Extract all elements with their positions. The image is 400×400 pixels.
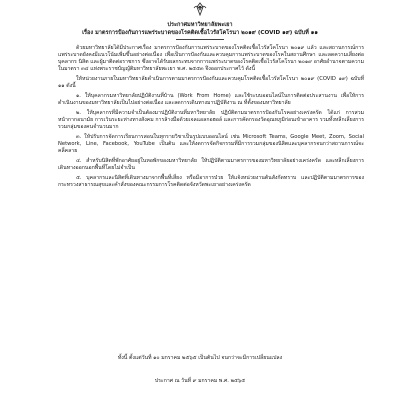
- seal-graphic: [191, 2, 209, 16]
- body-paragraph-item-2: ๒. ให้บุคลากรที่มีความจำเป็นต้องมาปฏิบัติงานที่มหาวิทยาลัย ปฏิบัติตามมาตรการป้องกันโรคอย่างเคร่งครัด ได้แก่ การสวมหน้ากากอนามัย การเว้นระยะห่างทางสังคม การล้างมือด้วยเจลแอลกอฮอล์ และการคัดกรองวัดอุณหภูมิก่อนเข้าอาคาร รวมทั้งหลีกเลี่ยงการรวมกลุ่มของคนจำนวนมาก: [58, 109, 364, 130]
- document-body: [58, 45, 364, 192]
- effective-date-line: ทั้งนี้ ตั้งแต่วันที่ ๑๐ มกราคม ๒๕๖๕ เป็นต้นไป จนกว่าจะมีการเปลี่ยนแปลง: [117, 355, 283, 361]
- body-paragraph-item-1: ๑. ให้บุคลากรมหาวิทยาลัยปฏิบัติงานที่บ้าน (Work From Home) และใช้ระบบออนไลน์ในการติดต่อประสานงาน เพื่อให้การดำเนินงานของมหาวิทยาลัยเป็นไปอย่างต่อเนื่อง และลดการเดินทางมาปฏิบัติงาน ณ ที่ตั้งของมหาวิทยาลัย: [58, 92, 364, 106]
- body-paragraph-preamble: ด้วยมหาวิทยาลัยได้มีประกาศเรื่อง มาตรการป้องกันการแพร่ระบาดของโรคติดเชื้อไวรัสโคโรนา ๒๐๑๙ แล้ว และสถานการณ์การแพร่ระบาดยังคงมีแนวโน้มเพิ่มขึ้นอย่างต่อเนื่อง เพื่อเป็นการป้องกันและควบคุมการแพร่ระบาดของโรคในสถานศึกษา และลดความเสี่ยงต่อบุคลากร นิสิต และผู้มาติดต่อราชการ ซึ่งอาจได้รับผลกระทบจากการแพร่ระบาดของโรคติดเชื้อไวรัสโคโรนา ๒๐๑๙ อาศัยอำนาจตามความในมาตรา ๓๔ แห่งพระราชบัญญัติมหาวิทยาลัยพะเยา พ.ศ. ๒๕๕๓ จึงออกประกาศไว้ ดังนี้: [58, 45, 364, 72]
- document-subject: เรื่อง มาตรการป้องกันการแพร่ระบาดของโรคติดเชื้อไวรัสโคโรนา ๒๐๑๙ (COVID ๑๙) ฉบับที่ ๑๑: [82, 30, 318, 36]
- body-paragraph-item-4: ๔. สำหรับนิสิตที่พักอาศัยอยู่ในหอพักของมหาวิทยาลัย ให้ปฏิบัติตามมาตรการของมหาวิทยาลัยอย่างเคร่งครัด และหลีกเลี่ยงการเดินทางออกนอกพื้นที่โดยไม่จำเป็น: [58, 157, 364, 171]
- body-paragraph-item-5: ๕. บุคลากรและนิสิตที่เดินทางมาจากพื้นที่เสี่ยง หรือมีอาการป่วย ให้แจ้งหน่วยงานต้นสังกัดทราบ และปฏิบัติตามมาตรการของกระทรวงสาธารณสุขและคำสั่งของคณะกรรมการโรคติดต่อจังหวัดพะเยาอย่างเคร่งครัด: [58, 174, 364, 188]
- document-title: ประกาศมหาวิทยาลัยพะเยา: [167, 22, 233, 28]
- header-divider: [176, 39, 224, 40]
- body-paragraph-item-3: ๓. ให้ปรับการจัดการเรียนการสอนในทุกรายวิชาเป็นรูปแบบออนไลน์ เช่น Microsoft Teams, Google Meet, Zoom, Social Network, Line, Facebook, YouTube เป็นต้น และให้งดการจัดกิจกรรมที่มีการรวมกลุ่มของนิสิตและบุคลากรจนกว่าสถานการณ์จะคลี่คลาย: [58, 133, 364, 154]
- body-paragraph-intro: ให้หน่วยงานภายในมหาวิทยาลัยดำเนินการตามมาตรการป้องกันและควบคุมโรคติดเชื้อไวรัสโคโรนา ๒๐๑๙ (COVID ๑๙) ฉบับที่ ๑๑ ดังนี้: [58, 75, 364, 89]
- announcement-date-line: ประกาศ ณ วันที่ ๙ มกราคม พ.ศ. ๒๕๖๕: [154, 378, 246, 384]
- university-seal-icon: [191, 2, 209, 16]
